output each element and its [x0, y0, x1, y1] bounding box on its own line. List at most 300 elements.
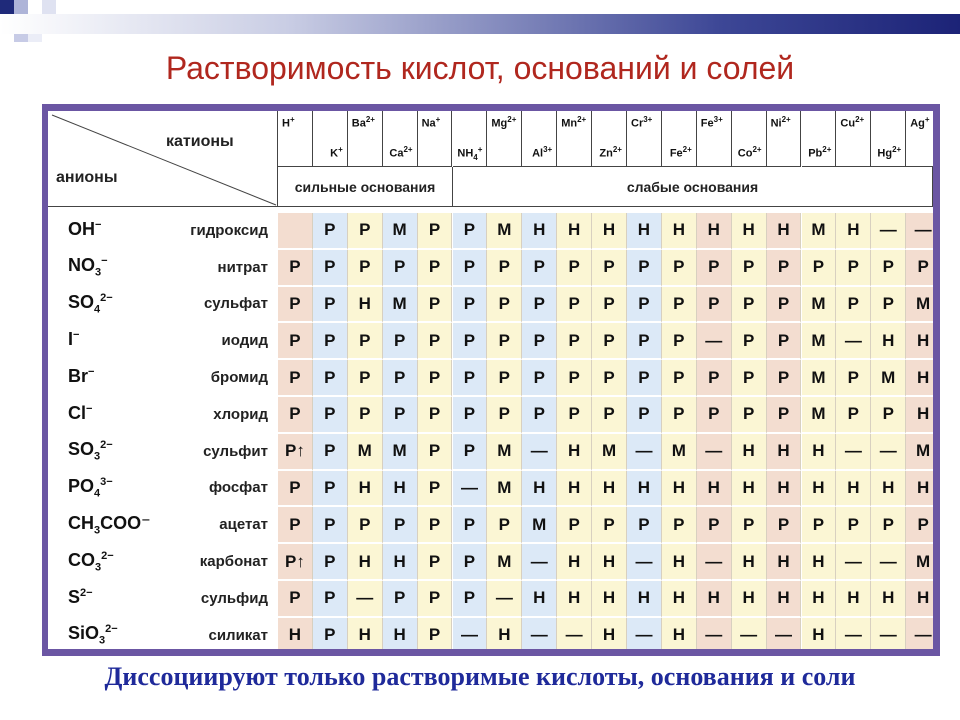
solubility-cell: Р	[662, 323, 697, 360]
anion-charge: −	[88, 365, 95, 378]
cation-header	[906, 111, 933, 167]
cation-charge: 2+	[781, 115, 791, 124]
solubility-cell: Н	[836, 471, 871, 508]
solubility-cell: Р	[592, 323, 627, 360]
solubility-cell: Р	[313, 360, 348, 397]
solubility-cell: Н	[906, 360, 933, 397]
weak-bases-label: слабые основания	[453, 167, 933, 207]
solubility-cell: Р↑	[278, 544, 313, 581]
solubility-cell: Р	[278, 323, 313, 360]
anion-row-label	[48, 360, 278, 397]
anion-charge: −	[101, 255, 108, 268]
solubility-cell: —	[487, 581, 522, 618]
cation-header	[627, 111, 662, 167]
solubility-cell: Р	[767, 287, 802, 324]
solubility-cell: Р	[592, 397, 627, 434]
solubility-cell: Р	[627, 507, 662, 544]
solubility-cell	[278, 213, 313, 250]
solubility-cell: Н	[348, 618, 383, 649]
solubility-cell: Р	[557, 397, 592, 434]
solubility-cell: Н	[767, 544, 802, 581]
solubility-cell: Р	[418, 471, 453, 508]
cation-top	[701, 115, 723, 130]
cation-symbol: NH	[457, 147, 474, 160]
anion-formula	[68, 366, 94, 390]
solubility-cell: Р	[453, 507, 488, 544]
solubility-cell: Р	[453, 250, 488, 287]
solubility-cell: Р	[557, 250, 592, 287]
solubility-cell: Р	[418, 397, 453, 434]
solubility-cell: —	[732, 618, 767, 649]
solubility-cell: Р	[592, 507, 627, 544]
solubility-cell: М	[906, 544, 933, 581]
anion-charge: −	[86, 402, 93, 415]
solubility-cell: Р	[487, 250, 522, 287]
solubility-cell: —	[453, 618, 488, 649]
solubility-cell: Р	[487, 287, 522, 324]
solubility-cell: Р	[802, 250, 837, 287]
anion-formula	[68, 292, 113, 316]
cation-charge: 2+	[612, 145, 622, 155]
solubility-cell: Р	[278, 471, 313, 508]
anion-formula	[68, 403, 92, 427]
anion-row-label	[48, 323, 278, 360]
solubility-cell: Р	[732, 397, 767, 434]
solubility-cell: Н	[697, 581, 732, 618]
anion-formula	[68, 219, 101, 243]
cation-charge: 3+	[643, 115, 653, 124]
cation-header	[802, 111, 837, 167]
corner-decoration	[0, 0, 14, 14]
cation-charge: +	[435, 115, 441, 124]
cation-symbol: Cr	[631, 117, 644, 130]
solubility-cell: Р	[313, 323, 348, 360]
solubility-cell: Н	[627, 213, 662, 250]
solubility-cell: Р	[383, 581, 418, 618]
solubility-cell: —	[697, 618, 732, 649]
cation-header	[418, 111, 453, 167]
solubility-cell: Р	[453, 544, 488, 581]
solubility-cell: —	[836, 618, 871, 649]
solubility-cell: Р	[592, 287, 627, 324]
anion-formula	[68, 439, 113, 463]
solubility-cell: Р	[592, 360, 627, 397]
anion-charge: 2−	[100, 292, 113, 305]
solubility-cell: Н	[697, 213, 732, 250]
anion-symbol: PO	[68, 476, 95, 497]
solubility-cell: М	[802, 323, 837, 360]
solubility-cell: Р	[697, 507, 732, 544]
solubility-cell: Н	[732, 434, 767, 471]
solubility-cell: Р	[313, 250, 348, 287]
cation-header	[278, 111, 313, 167]
solubility-cell: Р	[522, 287, 557, 324]
solubility-cell: Р	[871, 250, 906, 287]
solubility-cell: Р	[418, 434, 453, 471]
solubility-cell: Н	[557, 471, 592, 508]
solubility-cell: Н	[906, 323, 933, 360]
solubility-cell: —	[627, 434, 662, 471]
anion-name: нитрат	[217, 258, 268, 276]
solubility-cell: Н	[592, 544, 627, 581]
solubility-cell: Р	[732, 323, 767, 360]
anion-subscript: 3	[94, 450, 101, 463]
solubility-cell: Р	[732, 250, 767, 287]
solubility-cell: —	[836, 323, 871, 360]
solubility-cell: Н	[662, 544, 697, 581]
anion-formula	[68, 513, 151, 537]
anion-formula-tail: COO⁻	[100, 512, 151, 533]
cation-top	[910, 115, 929, 130]
cation-top	[561, 115, 586, 130]
anion-formula	[68, 476, 113, 500]
anion-symbol: CH	[68, 512, 94, 533]
solubility-cell: Н	[487, 618, 522, 649]
solubility-cell: —	[871, 544, 906, 581]
cation-header	[522, 111, 557, 167]
anion-charge: −	[73, 328, 80, 341]
solubility-cell: Р	[732, 287, 767, 324]
solubility-cell: Р	[278, 250, 313, 287]
cation-symbol: Fe	[669, 147, 683, 160]
cation-charge: 2+	[365, 115, 375, 124]
solubility-cell: М	[592, 434, 627, 471]
solubility-cell: Н	[522, 213, 557, 250]
solubility-cell: Р	[836, 360, 871, 397]
cation-symbol: Pb	[808, 147, 823, 160]
anion-name: иодид	[221, 332, 268, 350]
cation-charge: 2+	[892, 145, 902, 155]
cation-subscript: 4	[473, 153, 478, 162]
solubility-cell: —	[522, 544, 557, 581]
cation-charge: 2+	[577, 115, 587, 124]
anion-charge: 2−	[100, 439, 113, 452]
cation-charge: 2+	[403, 145, 413, 155]
anion-charge: 2−	[105, 623, 118, 636]
cation-charge: 3+	[713, 115, 723, 124]
solubility-cell: М	[348, 434, 383, 471]
cation-symbol: Ni	[770, 117, 782, 130]
cation-charge: 2+	[855, 115, 865, 124]
cation-bottom	[457, 145, 482, 162]
solubility-cell: Н	[906, 471, 933, 508]
solubility-cell: Р	[767, 250, 802, 287]
solubility-cell: Р	[627, 397, 662, 434]
solubility-cell: Р	[453, 213, 488, 250]
solubility-cell: Р	[871, 287, 906, 324]
cation-symbol: Cu	[840, 117, 856, 130]
solubility-cell: Р	[418, 323, 453, 360]
solubility-cell: Н	[348, 544, 383, 581]
solubility-cell: Н	[767, 213, 802, 250]
anion-symbol: SO	[68, 439, 95, 460]
solubility-cell: Р	[662, 250, 697, 287]
solubility-cell: Р	[522, 397, 557, 434]
diagonal-divider	[48, 111, 278, 207]
solubility-cell: Р	[383, 323, 418, 360]
anion-subscript: 3	[99, 634, 106, 647]
cations-label: катионы	[166, 133, 234, 150]
solubility-cell: Р	[487, 507, 522, 544]
solubility-cell: —	[557, 618, 592, 649]
solubility-cell: Н	[557, 544, 592, 581]
solubility-cell: Р	[383, 397, 418, 434]
solubility-cell: Р	[313, 544, 348, 581]
anion-row-label	[48, 434, 278, 471]
anion-formula	[68, 550, 114, 574]
solubility-cell: Р	[278, 581, 313, 618]
cation-symbol: H	[282, 117, 290, 130]
solubility-cell: М	[383, 213, 418, 250]
solubility-cell: —	[906, 213, 933, 250]
cation-header	[732, 111, 767, 167]
solubility-cell: Р	[871, 507, 906, 544]
solubility-cell: Р	[487, 360, 522, 397]
solubility-cell: Н	[348, 471, 383, 508]
solubility-cell: —	[767, 618, 802, 649]
solubility-cell: Н	[871, 323, 906, 360]
cation-bottom	[808, 145, 831, 162]
cation-top	[422, 115, 441, 130]
solubility-cell: Н	[871, 581, 906, 618]
solubility-cell: Р	[418, 581, 453, 618]
solubility-cell: Р	[906, 507, 933, 544]
solubility-cell: Р	[522, 323, 557, 360]
anion-formula	[68, 587, 93, 611]
solubility-cell: М	[802, 287, 837, 324]
solubility-cell: Р	[418, 544, 453, 581]
solubility-cell: Р	[453, 287, 488, 324]
solubility-cell: Р	[767, 323, 802, 360]
cation-top	[771, 115, 791, 130]
solubility-cell: Р	[592, 250, 627, 287]
solubility-cell: Р	[627, 250, 662, 287]
solubility-cell: М	[802, 397, 837, 434]
solubility-cell: Р	[732, 360, 767, 397]
solubility-cell: Н	[348, 287, 383, 324]
cation-top	[491, 115, 516, 130]
anion-symbol: CO	[68, 549, 95, 570]
solubility-cell: Р	[697, 287, 732, 324]
solubility-cell: —	[836, 434, 871, 471]
solubility-cell: Р	[313, 213, 348, 250]
solubility-cell: Р	[278, 287, 313, 324]
cation-symbol: Ag	[910, 117, 925, 130]
cation-symbol: Ba	[351, 117, 366, 130]
solubility-cell: Р	[453, 434, 488, 471]
solubility-cell: Р	[732, 507, 767, 544]
anion-name: гидроксид	[190, 221, 268, 239]
solubility-cell: М	[871, 360, 906, 397]
cation-charge: +	[338, 145, 343, 155]
anion-symbol: SO	[68, 292, 95, 313]
anion-symbol: NO	[68, 255, 95, 276]
solubility-cell: Р	[662, 397, 697, 434]
solubility-cell: Р	[767, 397, 802, 434]
solubility-cell: Н	[836, 581, 871, 618]
anion-subscript: 3	[95, 561, 102, 574]
solubility-cell: М	[662, 434, 697, 471]
cation-charge: 2+	[507, 115, 517, 124]
solubility-cell: Н	[627, 581, 662, 618]
solubility-cell: —	[453, 471, 488, 508]
cation-top	[352, 115, 375, 130]
cation-header	[313, 111, 348, 167]
solubility-cell: Н	[278, 618, 313, 649]
cation-bottom	[738, 145, 762, 162]
solubility-cell: Н	[767, 434, 802, 471]
solubility-cell: Р	[313, 618, 348, 649]
cation-header	[767, 111, 802, 167]
solubility-cell: Р	[383, 360, 418, 397]
solubility-cell: —	[697, 544, 732, 581]
solubility-cell: Р	[418, 360, 453, 397]
solubility-cell: Н	[592, 213, 627, 250]
cation-header	[487, 111, 522, 167]
solubility-cell: Н	[662, 581, 697, 618]
solubility-cell: Р	[802, 507, 837, 544]
solubility-cell: Р	[453, 397, 488, 434]
cation-bottom	[389, 145, 412, 162]
solubility-cell: Р	[522, 250, 557, 287]
solubility-cell: Р	[348, 360, 383, 397]
solubility-cell: М	[802, 360, 837, 397]
anion-name: сульфит	[203, 442, 268, 460]
solubility-cell: Р	[767, 360, 802, 397]
anion-symbol: S	[68, 586, 81, 607]
anion-symbol: OH	[68, 218, 95, 239]
cation-charge: 3+	[543, 145, 553, 155]
solubility-cell: Р	[627, 287, 662, 324]
anion-name: ацетат	[219, 516, 268, 534]
solubility-cell: Н	[592, 471, 627, 508]
solubility-cell: Н	[627, 471, 662, 508]
cation-header	[662, 111, 697, 167]
corner-decoration	[14, 0, 28, 14]
cation-symbol: K	[330, 147, 339, 160]
solubility-cell: Н	[662, 471, 697, 508]
anion-name: силикат	[208, 626, 268, 644]
solubility-cell: Р	[557, 507, 592, 544]
anion-subscript: 3	[95, 266, 102, 279]
anion-name: карбонат	[199, 553, 268, 571]
anion-symbol: SiO	[68, 623, 100, 644]
anion-row-label	[48, 397, 278, 434]
solubility-cell: Н	[592, 618, 627, 649]
anion-row-label	[48, 471, 278, 508]
solubility-cell: Н	[732, 471, 767, 508]
solubility-cell: Н	[802, 544, 837, 581]
cation-symbol: Co	[737, 147, 753, 160]
cation-charge: 2+	[682, 145, 692, 155]
solubility-cell: М	[487, 213, 522, 250]
solubility-cell: Р	[557, 287, 592, 324]
anion-name: сульфат	[203, 295, 268, 313]
cation-top	[631, 115, 652, 130]
anion-name: сульфид	[200, 589, 268, 607]
cation-symbol: Zn	[599, 147, 613, 160]
solubility-cell: Р	[487, 323, 522, 360]
solubility-cell: Н	[836, 213, 871, 250]
solubility-table	[48, 111, 933, 649]
solubility-cell: —	[906, 618, 933, 649]
footer-note: Диссоциируют только растворимые кислоты, основания и соли	[104, 662, 856, 691]
solubility-cell: Р	[313, 471, 348, 508]
cation-charge: +	[477, 145, 483, 155]
anion-row-label	[48, 581, 278, 618]
cation-header	[871, 111, 906, 167]
cation-bottom	[599, 145, 622, 162]
cation-symbol: Al	[532, 147, 544, 160]
solubility-cell: Р	[418, 507, 453, 544]
solubility-cell: Н	[697, 471, 732, 508]
cation-charge: +	[289, 115, 295, 124]
solubility-cell: Р	[313, 581, 348, 618]
solubility-cell: Р	[453, 360, 488, 397]
header-gradient-bar	[0, 14, 960, 34]
solubility-cell: Р	[836, 397, 871, 434]
solubility-cell: Н	[557, 213, 592, 250]
solubility-cell: Н	[906, 581, 933, 618]
anion-name: хлорид	[213, 405, 268, 423]
solubility-cell: Р↑	[278, 434, 313, 471]
anion-charge: −	[95, 218, 102, 231]
solubility-cell: Р	[278, 397, 313, 434]
solubility-cell: Р	[836, 507, 871, 544]
solubility-cell: —	[871, 434, 906, 471]
cation-bottom	[670, 145, 692, 162]
cation-charge: +	[924, 115, 930, 124]
cation-header	[383, 111, 418, 167]
solubility-cell: —	[348, 581, 383, 618]
solubility-cell: Н	[767, 471, 802, 508]
solubility-cell: Н	[732, 581, 767, 618]
solubility-cell: Р	[313, 287, 348, 324]
solubility-cell: Р	[767, 507, 802, 544]
solubility-cell: Н	[522, 471, 557, 508]
solubility-cell: Н	[592, 581, 627, 618]
solubility-cell: —	[836, 544, 871, 581]
solubility-cell: Р	[871, 397, 906, 434]
solubility-cell: Р	[418, 213, 453, 250]
solubility-cell: Р	[278, 507, 313, 544]
solubility-cell: Н	[383, 618, 418, 649]
anion-charge: 3−	[100, 476, 113, 489]
solubility-cell: Р	[348, 250, 383, 287]
cation-header	[836, 111, 871, 167]
solubility-cell: Н	[802, 434, 837, 471]
solubility-cell: Р	[557, 360, 592, 397]
solubility-cell: —	[627, 544, 662, 581]
cation-header	[557, 111, 592, 167]
anion-row-label	[48, 507, 278, 544]
solubility-cell: —	[697, 434, 732, 471]
corner-decoration	[42, 0, 56, 14]
solubility-cell: Н	[662, 618, 697, 649]
solubility-cell: Н	[557, 434, 592, 471]
solubility-cell: Н	[383, 471, 418, 508]
solubility-cell: Н	[802, 618, 837, 649]
solubility-cell: Р	[453, 581, 488, 618]
anion-row-label	[48, 618, 278, 649]
cation-top	[282, 115, 295, 130]
table-corner	[48, 111, 278, 207]
solubility-cell: Р	[348, 397, 383, 434]
solubility-cell: —	[522, 618, 557, 649]
anion-row-label	[48, 250, 278, 287]
solubility-cell: Р	[453, 323, 488, 360]
solubility-cell: Р	[627, 360, 662, 397]
